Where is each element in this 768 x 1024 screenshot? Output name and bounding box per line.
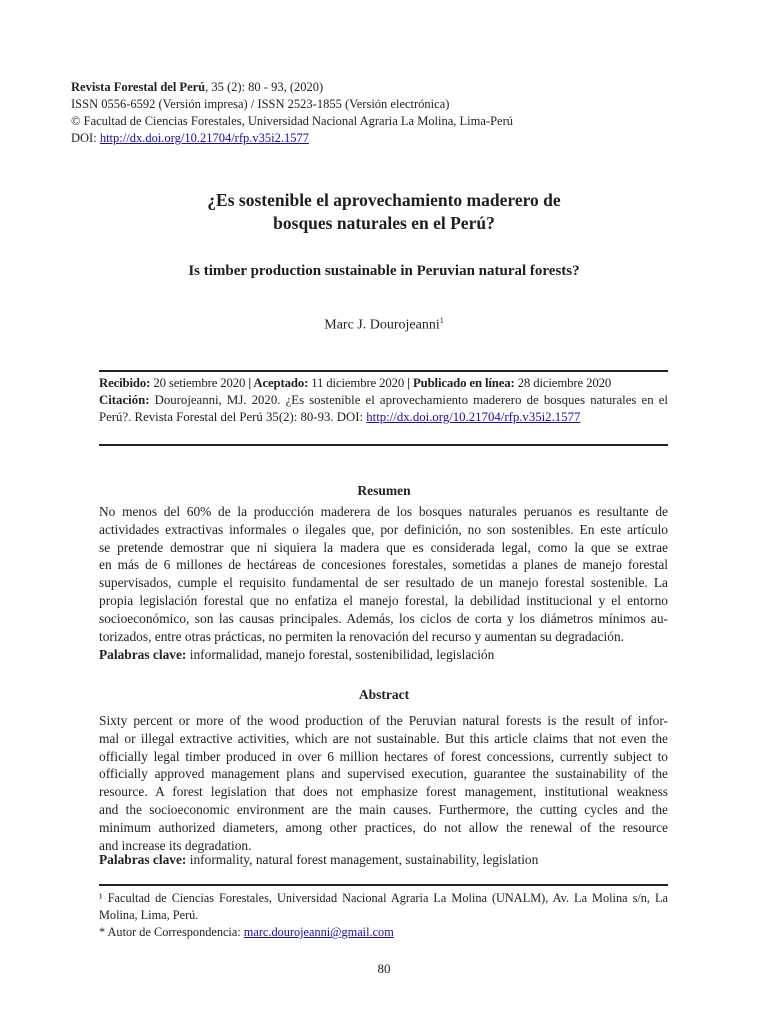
footnote-affiliation-text: Facultad de Ciencias Forestales, Universidad Nacional Agraria La Molina (UNALM), Av. La Molina s/n, La Molina, Lima, Perú. bbox=[99, 891, 668, 922]
footnote-correspondence bbox=[99, 924, 668, 941]
abstract-heading: Abstract bbox=[358, 687, 410, 702]
article-title-line-1: ¿Es sostenible el aprovechamiento maderero de bbox=[207, 190, 561, 210]
footnote-rule bbox=[99, 884, 668, 886]
resumen-line: socioeconómico, son las causas principales. Además, los ciclos de corta y los diámetros mínimos au- bbox=[99, 610, 668, 626]
resumen-paragraph bbox=[99, 503, 668, 645]
author-name: Marc J. Dourojeanni bbox=[324, 317, 440, 333]
dates-separator: | bbox=[245, 376, 254, 390]
keywords-en bbox=[99, 852, 668, 868]
journal-issn: ISSN 0556-6592 (Versión impresa) / ISSN 2523-1855 (Versión electrónica) bbox=[71, 97, 450, 111]
journal-doi-line bbox=[71, 130, 691, 147]
keywords-en-label: Palabras clave: bbox=[99, 852, 187, 867]
article-title-line-2: bosques naturales en el Perú? bbox=[273, 213, 495, 233]
abstract-line: mal or illegal extractive activities, which are not sustainable. But this article claims that not even the bbox=[99, 730, 668, 746]
doi-label: DOI: bbox=[71, 131, 100, 145]
citation-label: Citación: bbox=[99, 393, 150, 407]
journal-name: Revista Forestal del Perú bbox=[71, 80, 206, 94]
abstract-line: resource. A forest legislation that does not emphasize forest management, institutional weakness bbox=[99, 784, 668, 800]
correspondence-email-link[interactable]: marc.dourojeanni@gmail.com bbox=[243, 925, 394, 939]
abstract-line: officially legal timber produced in over 6 million hectares of forest concessions, currently subject to bbox=[99, 748, 668, 764]
received-label: Recibido: bbox=[99, 376, 151, 390]
footnote-affiliation bbox=[99, 890, 668, 924]
keywords-es-text: informalidad, manejo forestal, sostenibilidad, legislación bbox=[186, 647, 495, 662]
dates-separator: | bbox=[404, 376, 413, 390]
journal-volume: , 35 (2): 80 - 93, (2020) bbox=[205, 80, 324, 94]
abstract-paragraph bbox=[99, 712, 668, 854]
resumen-line: se pretende demostrar que ni siquiera la madera que es considerada legal, como la que se extrae bbox=[99, 539, 668, 555]
dates-row bbox=[99, 375, 668, 392]
abstract-line: and increase its degradation. bbox=[99, 837, 252, 853]
abstract-line: Sixty percent or more of the wood production of the Peruvian natural forests is the result of infor- bbox=[99, 713, 668, 728]
resumen-line: No menos del 60% de la producción maderera de los bosques naturales peruanos es resultante de bbox=[99, 504, 668, 519]
citation-row bbox=[99, 392, 668, 426]
page-number: 80 bbox=[377, 961, 391, 976]
article-meta-box bbox=[99, 375, 668, 426]
published-date: 28 diciembre 2020 bbox=[514, 376, 612, 390]
journal-citation-line bbox=[71, 79, 691, 96]
keywords-en-text: informality, natural forest management, sustainability, legislation bbox=[186, 852, 539, 867]
resumen-line: supervisados, cumple el requisito fundamental de ser resultado de un manejo forestal sostenible. La bbox=[99, 575, 668, 591]
resumen-line: torizados, entre otras prácticas, no permiten la renovación del recurso y aumentan su degradación. bbox=[99, 628, 625, 644]
resumen-line: en más de 6 millones de hectáreas de concesiones forestales, sometidas a planes de manejo forestal bbox=[99, 557, 668, 573]
keywords-es bbox=[99, 647, 668, 663]
keywords-es-label: Palabras clave: bbox=[99, 647, 187, 662]
abstract-line: officially approved management plans and supervised execution, guarantee the sustainability of the bbox=[99, 766, 668, 782]
meta-bottom-rule bbox=[99, 444, 668, 446]
meta-top-rule bbox=[99, 370, 668, 372]
citation-text: Dourojeanni, MJ. 2020. ¿Es sostenible el aprovechamiento maderero de bosques naturales en el Perú?. Revista Forestal del Perú 35(2): 80-93. DOI: bbox=[99, 393, 668, 424]
published-label: Publicado en línea: bbox=[412, 376, 515, 390]
received-date: 20 setiembre 2020 bbox=[150, 376, 246, 390]
abstract-line: and the socioeconomic environment are the main causes. Furthermore, the cutting cycles and the bbox=[99, 801, 668, 817]
footnote-mark: ¹ bbox=[99, 891, 103, 905]
article-title bbox=[0, 189, 768, 235]
journal-header bbox=[71, 79, 691, 147]
resumen-line: actividades extractivas informales o ilegales que, por definición, no son sostenibles. En este artículo bbox=[99, 521, 668, 537]
author-line bbox=[0, 316, 768, 334]
accepted-label: Aceptado: bbox=[253, 376, 309, 390]
article-title-english: Is timber production sustainable in Peruvian natural forests? bbox=[188, 263, 580, 279]
correspondence-label: * Autor de Correspondencia: bbox=[99, 925, 244, 939]
abstract-line: minimum authorized diameters, among other practices, do not allow the renewal of the resource bbox=[99, 819, 668, 835]
citation-doi-link[interactable]: http://dx.doi.org/10.21704/rfp.v35i2.1577 bbox=[366, 410, 581, 424]
doi-link[interactable]: http://dx.doi.org/10.21704/rfp.v35i2.1577 bbox=[99, 131, 309, 145]
resumen-heading: Resumen bbox=[357, 483, 411, 498]
author-affiliation-mark: 1 bbox=[439, 316, 444, 325]
resumen-line: propia legislación forestal que no enfatiza el manejo forestal, la debilidad institucional y el entorno bbox=[99, 592, 668, 608]
journal-copyright: © Facultad de Ciencias Forestales, Universidad Nacional Agraria La Molina, Lima-Perú bbox=[71, 114, 514, 128]
accepted-date: 11 diciembre 2020 bbox=[308, 376, 405, 390]
